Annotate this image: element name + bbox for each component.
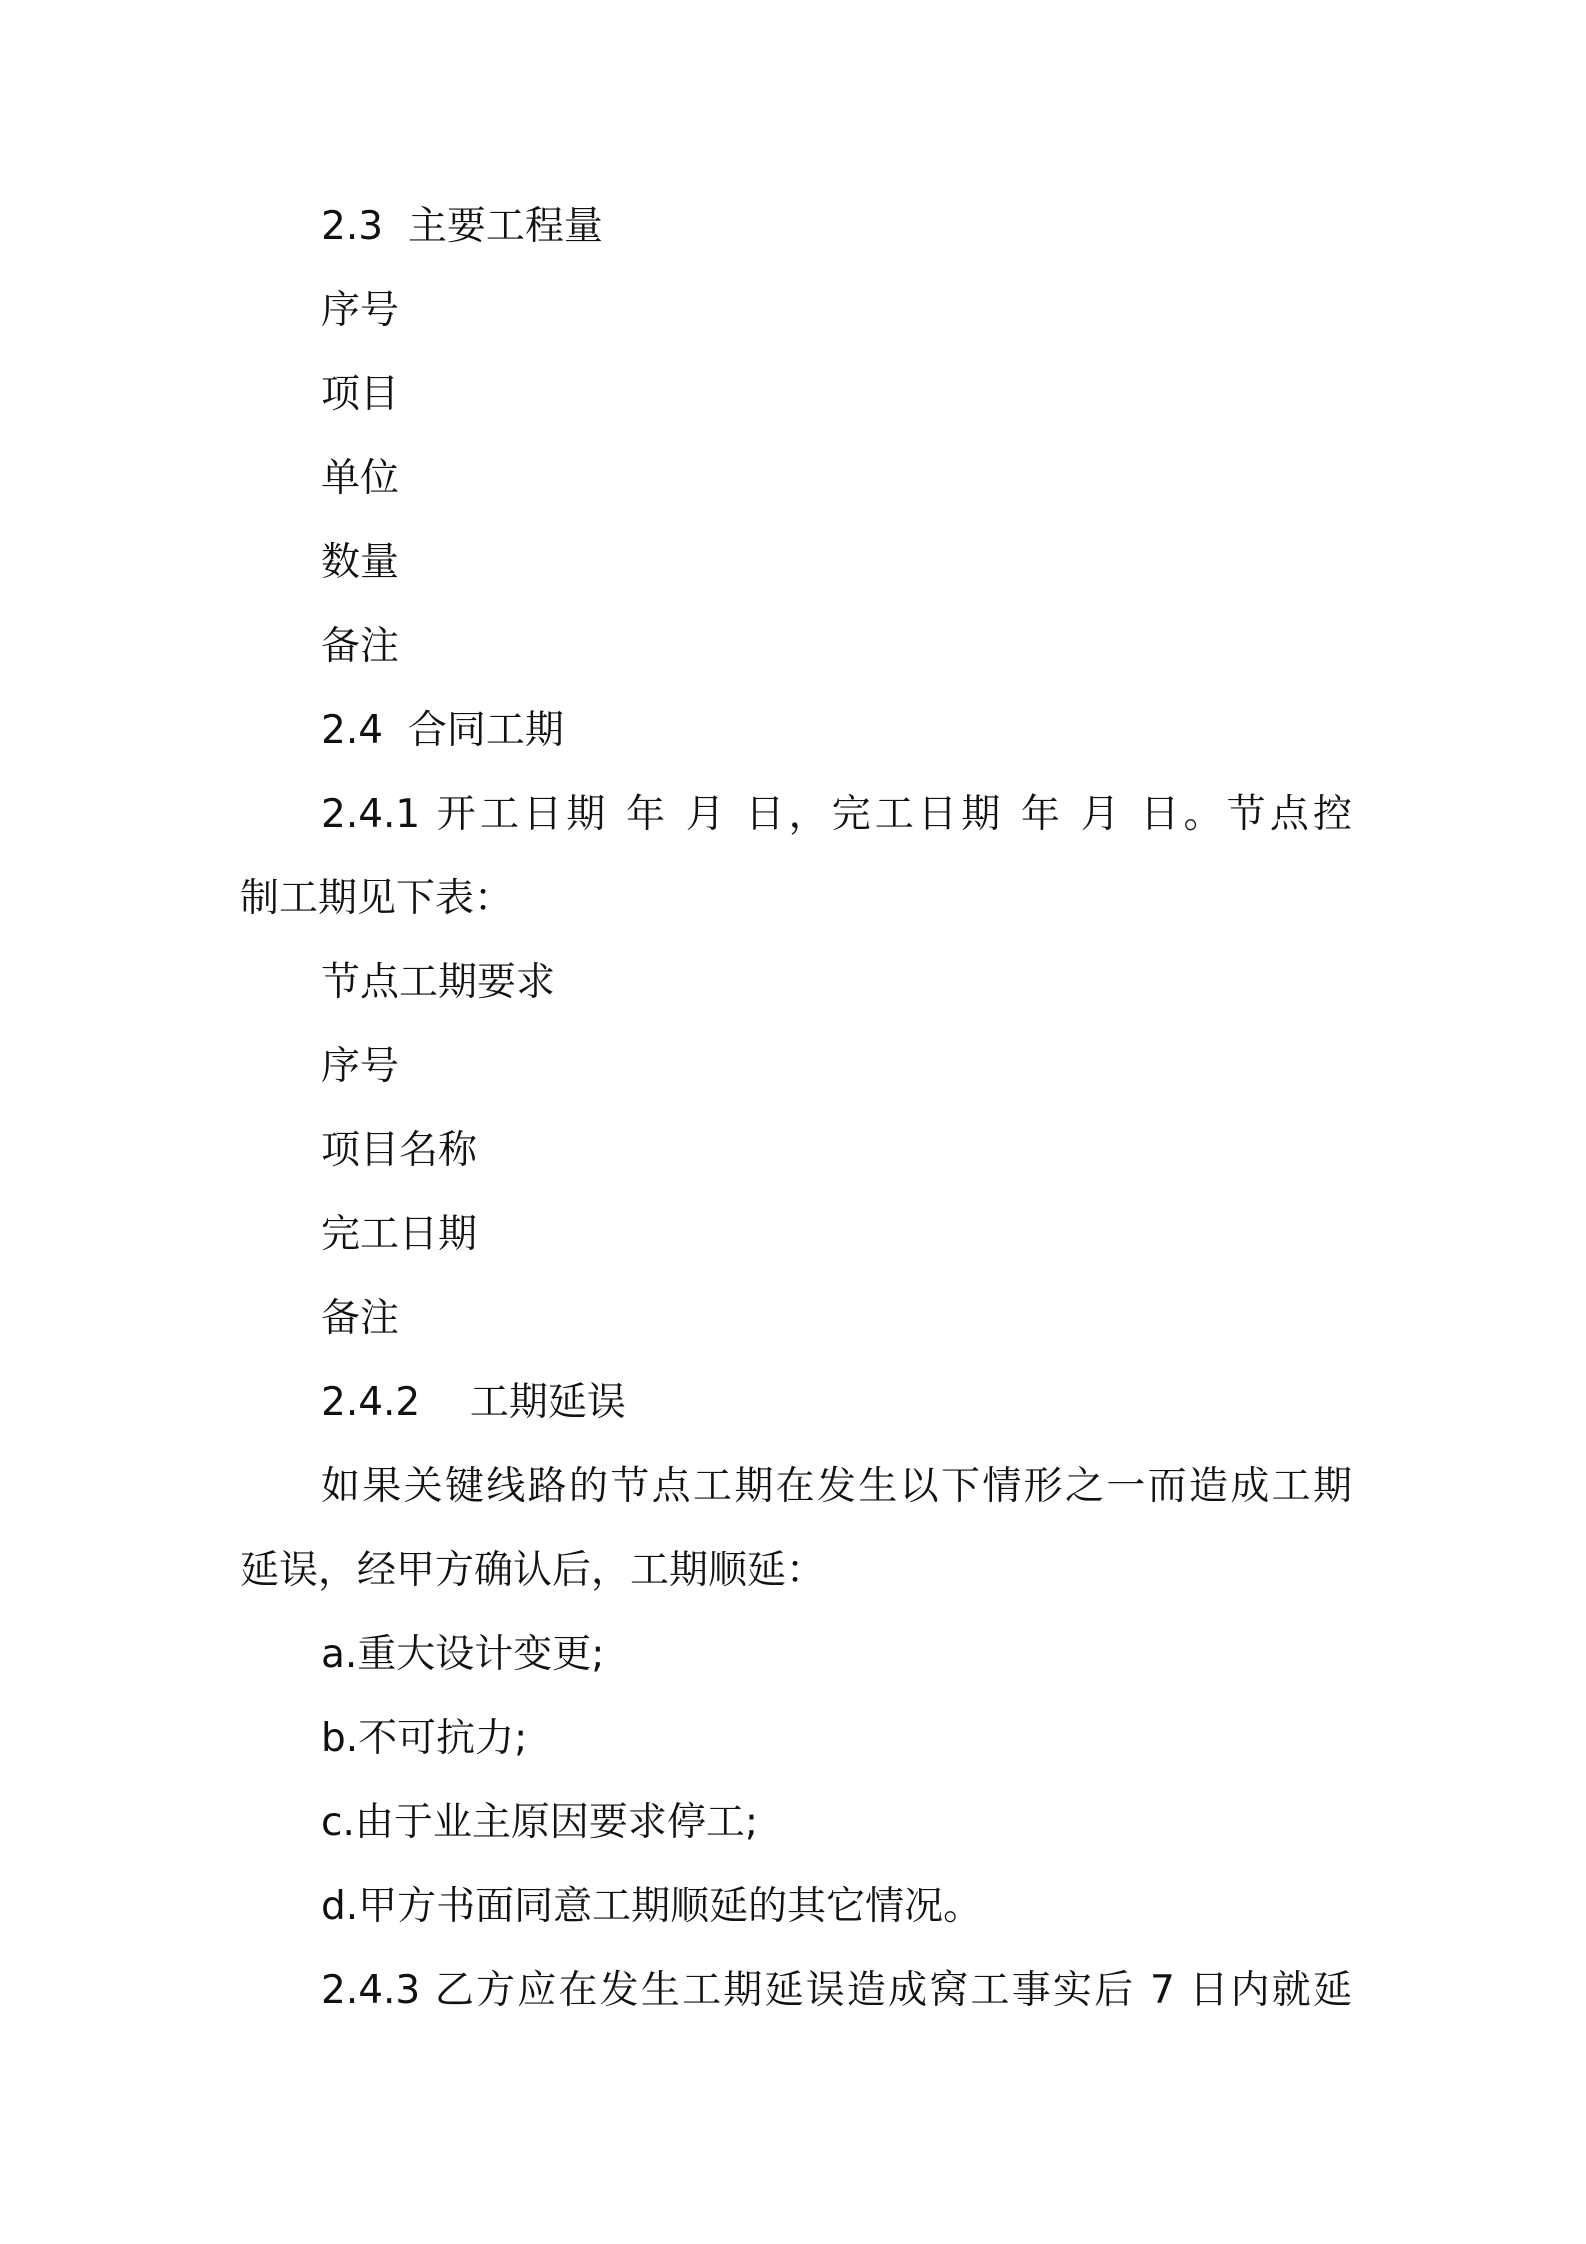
heading-2-3: 2.3 主要工程量 <box>321 204 603 249</box>
heading-2-4-2: 2.4.2 工期延误 <box>321 1380 626 1425</box>
table-header-quantity: 数量 <box>321 540 400 585</box>
milestone-header-remarks: 备注 <box>321 1296 400 1341</box>
table-header-unit: 单位 <box>321 456 400 501</box>
heading-2-4: 2.4 合同工期 <box>321 708 564 753</box>
delay-item-d: d.甲方书面同意工期顺延的其它情况。 <box>321 1884 983 1929</box>
delay-paragraph-line-2: 延误，经甲方确认后，工期顺延： <box>240 1548 826 1593</box>
table-header-item: 项目 <box>321 372 400 417</box>
delay-item-b: b.不可抗力; <box>321 1716 528 1761</box>
delay-paragraph-line-1: 如果关键线路的节点工期在发生以下情形之一而造成工期 <box>321 1464 1352 1509</box>
table-header-serial: 序号 <box>321 288 400 333</box>
clause-2-4-1-line-1: 2.4.1 开工日期 年 月 日，完工日期 年 月 日。节点控 <box>321 792 1352 837</box>
milestone-table-title: 节点工期要求 <box>321 960 556 1005</box>
document-page <box>240 185 1352 2033</box>
table-header-remarks: 备注 <box>321 624 400 669</box>
clause-2-4-3-line-1: 2.4.3 乙方应在发生工期延误造成窝工事实后 7 日内就延 <box>321 1968 1352 2013</box>
delay-item-a: a.重大设计变更; <box>321 1632 605 1677</box>
milestone-header-name: 项目名称 <box>321 1128 478 1173</box>
clause-2-4-1-line-2: 制工期见下表： <box>240 876 514 921</box>
delay-item-c: c.由于业主原因要求停工; <box>321 1800 758 1845</box>
milestone-header-completion-date: 完工日期 <box>321 1212 478 1257</box>
milestone-header-serial: 序号 <box>321 1044 400 1089</box>
